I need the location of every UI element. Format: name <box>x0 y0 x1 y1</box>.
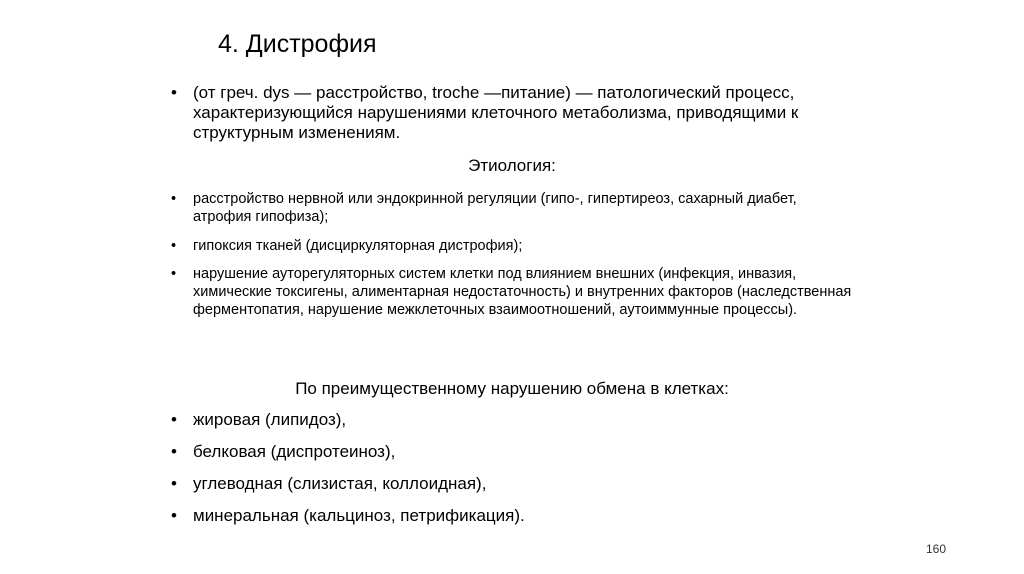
etiology-item <box>171 190 858 226</box>
etiology-item-text: расстройство нервной или эндокринной регуляции (гипо-, гипертиреоз, сахарный диабет, атрофия гипофиза); <box>193 191 797 225</box>
classification-heading: По преимущественному нарушению обмена в клетках: <box>295 379 729 398</box>
page-number: 160 <box>925 542 946 556</box>
etiology-item <box>171 237 858 255</box>
bullet: • <box>171 506 177 525</box>
etiology-item <box>171 265 858 319</box>
classification-item-text: минеральная (кальциноз, петрификация). <box>193 506 525 525</box>
definition-text: (от греч. dys — расстройство, troche —питание) — патологический процесс, характеризующийся нарушениями клеточного метаболизма, приводящими к структурным изменениям. <box>193 83 799 142</box>
classification-item-text: белковая (диспротеиноз), <box>193 442 396 461</box>
bullet: • <box>171 474 177 493</box>
etiology-item-text: гипоксия тканей (дисциркуляторная дистрофия); <box>193 238 523 254</box>
bullet: • <box>171 410 177 429</box>
classification-item <box>171 506 858 526</box>
bullet: • <box>171 266 177 282</box>
bullet: • <box>171 83 177 102</box>
bullet: • <box>171 191 177 207</box>
definition-item <box>171 83 858 143</box>
bullet: • <box>171 238 177 254</box>
bullet: • <box>171 442 177 461</box>
classification-item <box>171 410 858 430</box>
slide-title: 4. Дистрофия <box>218 30 377 58</box>
classification-item-text: углеводная (слизистая, коллоидная), <box>193 474 487 493</box>
etiology-heading: Этиология: <box>468 156 556 175</box>
etiology-item-text: нарушение ауторегуляторных систем клетки под влиянием внешних (инфекция, инвазия, химические токсигены, алиментарная недостаточность) и внутренних факторов (наследственная ферментопатия, нарушение межклеточных взаимоотношений, аутоиммунные процессы). <box>193 266 852 318</box>
classification-item <box>171 474 858 494</box>
classification-item-text: жировая (липидоз), <box>193 410 347 429</box>
classification-item <box>171 442 858 462</box>
